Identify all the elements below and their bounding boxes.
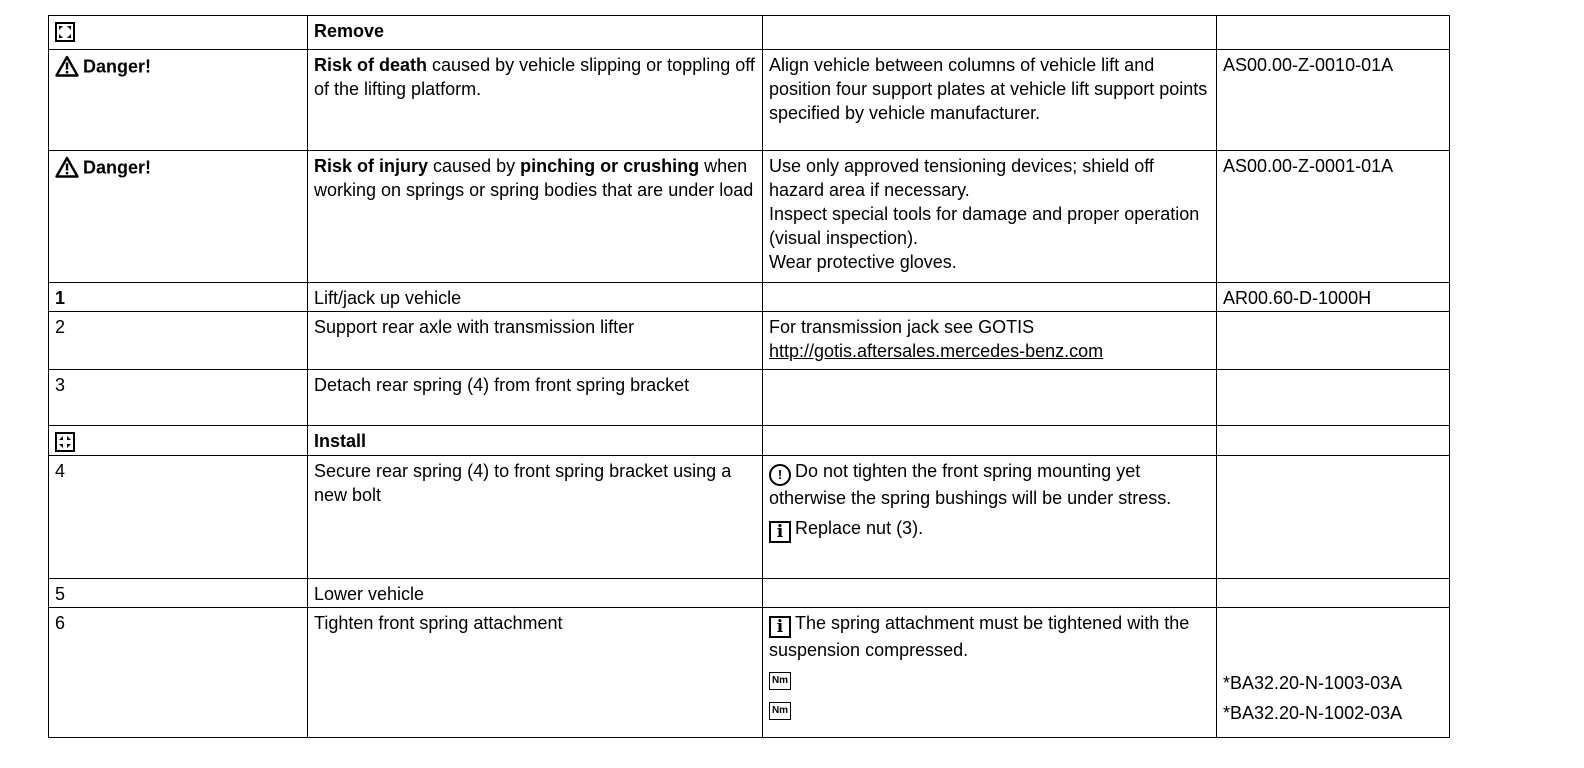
table-row: [49, 50, 1450, 151]
step-number: 5: [49, 579, 308, 608]
danger-label: Danger!: [83, 56, 152, 77]
step-text: Support rear axle with transmission lifter: [308, 312, 763, 370]
gotis-link[interactable]: http://gotis.aftersales.mercedes-benz.com: [769, 341, 1104, 361]
info-icon: i: [769, 616, 791, 638]
danger-label: Danger!: [83, 157, 152, 178]
table-row: [49, 312, 1450, 370]
step-text: Lower vehicle: [308, 579, 763, 608]
step-number: 3: [49, 370, 308, 426]
table-row: [49, 608, 1450, 738]
note-text: The spring attachment must be tightened with the suspension compressed.: [769, 613, 1190, 660]
measure-text: Wear protective gloves.: [769, 252, 957, 272]
remove-expand-icon: [55, 22, 75, 42]
table-row: [49, 426, 1450, 456]
reference-code: AR00.60-D-1000H: [1217, 283, 1450, 312]
risk-description: when working on springs or spring bodies that are under load: [314, 156, 754, 200]
step-text: Tighten front spring attachment: [308, 608, 763, 738]
measure-text: Align vehicle between columns of vehicle lift and position four support plates at vehicle lift support points specified by vehicle manufacturer.: [763, 50, 1217, 151]
table-row: [49, 579, 1450, 608]
reference-code: AS00.00-Z-0001-01A: [1217, 151, 1450, 283]
risk-title: Risk of death: [314, 55, 428, 75]
table-row: [49, 370, 1450, 426]
reference-code: AS00.00-Z-0010-01A: [1217, 50, 1450, 151]
warning-triangle-icon: [55, 156, 79, 178]
table-row: [49, 283, 1450, 312]
section-title-remove: Remove: [308, 16, 763, 50]
step-number: 4: [49, 456, 308, 579]
procedure-table: [48, 15, 1450, 738]
info-icon: i: [769, 521, 791, 543]
risk-title: Risk of injury: [314, 156, 429, 176]
step-text: Lift/jack up vehicle: [308, 283, 763, 312]
table-row: [49, 456, 1450, 579]
reference-code[interactable]: *BA32.20-N-1003-03A: [1223, 673, 1403, 693]
step-number: 1: [49, 283, 308, 312]
risk-description: caused by vehicle slipping or toppling off of the lifting platform.: [314, 55, 755, 99]
caution-note-icon: !: [769, 464, 791, 486]
section-title-install: Install: [308, 426, 763, 456]
note-text: For transmission jack see GOTIS: [769, 317, 1035, 337]
torque-nm-icon[interactable]: Nm: [769, 672, 791, 690]
torque-nm-icon[interactable]: Nm: [769, 702, 791, 720]
table-row: [49, 151, 1450, 283]
note-text: Replace nut (3).: [795, 518, 924, 538]
risk-emphasis: pinching or crushing: [520, 156, 700, 176]
step-text: Secure rear spring (4) to front spring bracket using a new bolt: [308, 456, 763, 579]
measure-text: Inspect special tools for damage and proper operation (visual inspection).: [769, 204, 1200, 248]
reference-code[interactable]: *BA32.20-N-1002-03A: [1223, 703, 1403, 723]
step-text: Detach rear spring (4) from front spring bracket: [308, 370, 763, 426]
table-row: [49, 16, 1450, 50]
note-text: Do not tighten the front spring mounting yet otherwise the spring bushings will be under stress.: [769, 461, 1172, 508]
install-collapse-icon: [55, 432, 75, 452]
step-number: 6: [49, 608, 308, 738]
step-number: 2: [49, 312, 308, 370]
risk-description: caused by: [428, 156, 521, 176]
warning-triangle-icon: [55, 55, 79, 77]
measure-text: Use only approved tensioning devices; shield off hazard area if necessary.: [769, 156, 1154, 200]
